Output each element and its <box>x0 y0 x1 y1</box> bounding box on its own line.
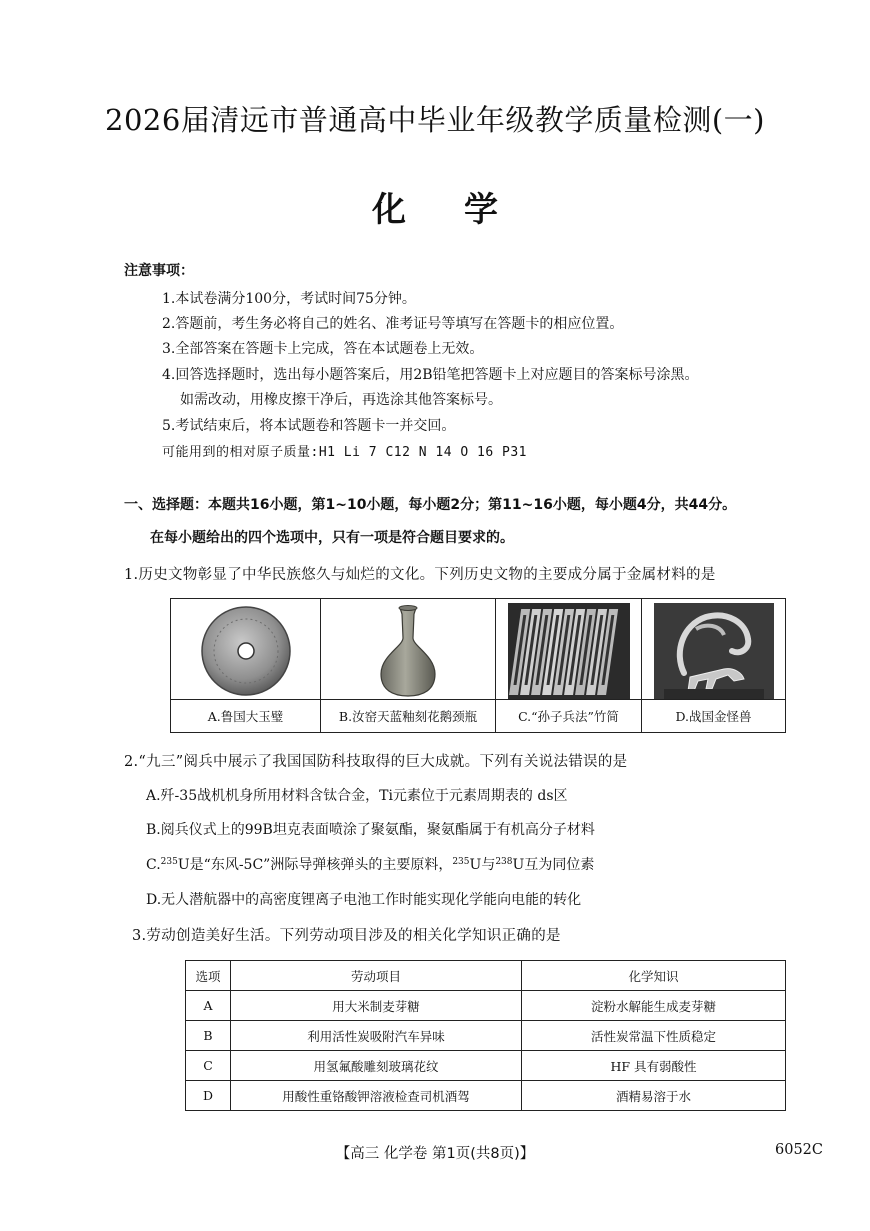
exam-title: 2026届清远市普通高中毕业年级教学质量检测(一) <box>105 103 765 137</box>
question-2-option-c <box>146 854 594 874</box>
note-item: 5.考试结束后，将本试题卷和答题卡一并交回。 <box>162 418 456 434</box>
table-cell: 淀粉水解能生成麦芽糖 <box>522 991 786 1021</box>
table-row <box>186 1081 786 1111</box>
artifact-option-b <box>321 599 496 732</box>
mass-number: 238 <box>495 857 513 867</box>
question-1-artifact-table <box>170 598 786 733</box>
subject-title: 化学 <box>372 190 556 230</box>
table-row <box>186 991 786 1021</box>
table-cell: HF 具有弱酸性 <box>522 1051 786 1081</box>
artifact-option-c <box>496 599 642 732</box>
table-header: 劳动项目 <box>231 961 522 991</box>
note-item: 1.本试卷满分100分，考试时间75分钟。 <box>162 291 416 307</box>
note-item: 2.答题前，考生务必将自己的姓名、准考证号等填写在答题卡的相应位置。 <box>162 316 624 332</box>
table-row <box>186 1021 786 1051</box>
jade-disc-icon <box>196 601 296 701</box>
artifact-caption: A.鲁国大玉璧 <box>171 699 320 732</box>
question-2-stem: 2.“九三”阅兵中展示了我国国防科技取得的巨大成就。下列有关说法错误的是 <box>124 754 628 770</box>
question-3-table <box>185 960 786 1111</box>
table-cell: 酒精易溶于水 <box>522 1081 786 1111</box>
option-c-text: U互为同位素 <box>512 857 595 873</box>
option-c-prefix: C. <box>146 857 161 873</box>
question-1-stem: 1.历史文物彰显了中华民族悠久与灿烂的文化。下列历史文物的主要成分属于金属材料的是 <box>124 567 716 583</box>
note-item: 如需改动，用橡皮擦干净后，再选涂其他答案标号。 <box>180 392 502 408</box>
mass-number: 235 <box>452 857 470 867</box>
option-c-text: U与 <box>469 857 496 873</box>
table-cell: 用氢氟酸雕刻玻璃花纹 <box>231 1051 522 1081</box>
artifact-option-d <box>642 599 785 732</box>
table-header-row <box>186 961 786 991</box>
section-heading: 一、选择题：本题共16小题，第1~10小题，每小题2分；第11~16小题，每小题4分，共44分。 <box>124 497 737 513</box>
artifact-option-a <box>171 599 321 732</box>
table-cell: 活性炭常温下性质稳定 <box>522 1021 786 1051</box>
mass-number: 235 <box>160 857 178 867</box>
exam-code: 6052C <box>775 1142 823 1158</box>
atomic-masses: 可能用到的相对原子质量:H1 Li 7 C12 N 14 O 16 P31 <box>162 445 527 460</box>
question-2-option-b: B.阅兵仪式上的99B坦克表面喷涂了聚氨酯，聚氨酯属于有机高分子材料 <box>146 822 595 838</box>
table-cell: A <box>186 991 231 1021</box>
note-item: 4.回答选择题时，选出每小题答案后，用2B铅笔把答题卡上对应题目的答案标号涂黑。 <box>162 367 699 383</box>
table-cell: D <box>186 1081 231 1111</box>
question-2-option-d: D.无人潜航器中的高密度锂离子电池工作时能实现化学能向电能的转化 <box>146 892 582 908</box>
table-row <box>186 1051 786 1081</box>
vase-icon <box>373 602 443 700</box>
note-item: 3.全部答案在答题卡上完成，答在本试题卷上无效。 <box>162 341 484 357</box>
gold-beast-icon <box>654 603 774 699</box>
table-cell: 利用活性炭吸附汽车异味 <box>231 1021 522 1051</box>
table-cell: 用酸性重铬酸钾溶液检查司机酒驾 <box>231 1081 522 1111</box>
table-cell: B <box>186 1021 231 1051</box>
bamboo-slips-icon <box>508 603 630 699</box>
table-header: 化学知识 <box>522 961 786 991</box>
page-footer: 【高三 化学卷 第1页(共8页)】 <box>335 1146 535 1162</box>
notes-heading: 注意事项： <box>124 263 194 279</box>
table-cell: C <box>186 1051 231 1081</box>
artifact-caption: C.“孙子兵法”竹简 <box>496 699 641 732</box>
table-header: 选项 <box>186 961 231 991</box>
question-3-stem: 3.劳动创造美好生活。下列劳动项目涉及的相关化学知识正确的是 <box>132 928 561 944</box>
option-c-text: U是“东风-5C”洲际导弹核弹头的主要原料， <box>177 857 453 873</box>
section-instruction: 在每小题给出的四个选项中，只有一项是符合题目要求的。 <box>150 530 514 546</box>
artifact-caption: D.战国金怪兽 <box>642 699 785 732</box>
artifact-caption: B.汝窑天蓝釉刻花鹅颈瓶 <box>321 699 495 732</box>
table-cell: 用大米制麦芽糖 <box>231 991 522 1021</box>
question-2-option-a: A.歼-35战机机身所用材料含钛合金，Ti元素位于元素周期表的 ds区 <box>146 788 568 804</box>
